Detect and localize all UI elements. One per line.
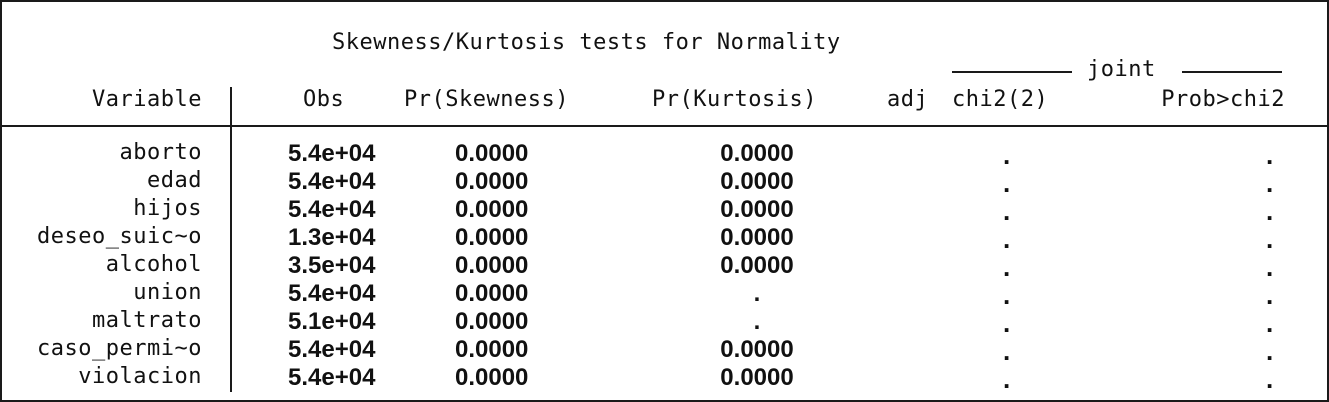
- cell-obs: 5.4e+04: [288, 196, 376, 223]
- cell-pr-skewness: 0.0000: [455, 308, 529, 335]
- cell-pr-skewness: 0.0000: [455, 168, 529, 195]
- cell-adj-chi2: .: [1003, 252, 1011, 282]
- joint-left-rule: [952, 71, 1072, 73]
- cell-variable: maltrato: [92, 308, 202, 333]
- cell-prob-chi2: .: [1266, 224, 1274, 254]
- cell-pr-kurtosis: 0.0000: [720, 224, 794, 251]
- cell-pr-kurtosis: .: [753, 280, 761, 307]
- cell-pr-kurtosis: 0.0000: [720, 168, 794, 195]
- cell-pr-kurtosis: 0.0000: [720, 252, 794, 279]
- cell-variable: union: [133, 280, 202, 305]
- cell-obs: 3.5e+04: [288, 252, 376, 279]
- cell-prob-chi2: .: [1266, 364, 1274, 394]
- header-separator: [2, 125, 1327, 127]
- cell-obs: 5.4e+04: [288, 336, 376, 363]
- cell-adj-chi2: .: [1003, 168, 1011, 198]
- cell-prob-chi2: .: [1266, 196, 1274, 226]
- header-variable: Variable: [92, 87, 202, 112]
- cell-adj-chi2: .: [1003, 364, 1011, 394]
- cell-prob-chi2: .: [1266, 140, 1274, 170]
- cell-adj-chi2: .: [1003, 280, 1011, 310]
- cell-pr-kurtosis: 0.0000: [720, 196, 794, 223]
- cell-variable: deseo_suic~o: [37, 224, 202, 249]
- cell-obs: 5.4e+04: [288, 280, 376, 307]
- cell-variable: hijos: [133, 196, 202, 221]
- header-prob-chi2: Prob>chi2: [1161, 87, 1285, 112]
- header-pr-kurtosis: Pr(Kurtosis): [652, 87, 817, 112]
- cell-pr-kurtosis: .: [753, 308, 761, 335]
- cell-pr-skewness: 0.0000: [455, 336, 529, 363]
- cell-pr-skewness: 0.0000: [455, 252, 529, 279]
- table-title: Skewness/Kurtosis tests for Normality: [332, 30, 841, 55]
- cell-prob-chi2: .: [1266, 336, 1274, 366]
- cell-obs: 5.4e+04: [288, 364, 376, 391]
- cell-prob-chi2: .: [1266, 308, 1274, 338]
- cell-prob-chi2: .: [1266, 280, 1274, 310]
- cell-adj-chi2: .: [1003, 196, 1011, 226]
- cell-obs: 5.4e+04: [288, 140, 376, 167]
- cell-adj-chi2: .: [1003, 224, 1011, 254]
- cell-prob-chi2: .: [1266, 252, 1274, 282]
- cell-pr-skewness: 0.0000: [455, 140, 529, 167]
- cell-pr-kurtosis: 0.0000: [720, 364, 794, 391]
- cell-pr-skewness: 0.0000: [455, 224, 529, 251]
- variable-column-separator: [230, 87, 232, 392]
- cell-obs: 1.3e+04: [288, 224, 376, 251]
- cell-variable: alcohol: [105, 252, 202, 277]
- cell-prob-chi2: .: [1266, 168, 1274, 198]
- cell-pr-skewness: 0.0000: [455, 196, 529, 223]
- header-pr-skewness: Pr(Skewness): [404, 87, 569, 112]
- cell-obs: 5.1e+04: [288, 308, 376, 335]
- cell-variable: violacion: [78, 364, 202, 389]
- cell-variable: aborto: [119, 140, 202, 165]
- cell-obs: 5.4e+04: [288, 168, 376, 195]
- cell-pr-skewness: 0.0000: [455, 280, 529, 307]
- cell-adj-chi2: .: [1003, 308, 1011, 338]
- cell-adj-chi2: .: [1003, 336, 1011, 366]
- header-obs: Obs: [303, 87, 345, 112]
- cell-pr-skewness: 0.0000: [455, 364, 529, 391]
- cell-pr-kurtosis: 0.0000: [720, 336, 794, 363]
- cell-variable: caso_permi~o: [37, 336, 202, 361]
- header-chi2: chi2(2): [952, 87, 1049, 112]
- cell-pr-kurtosis: 0.0000: [720, 140, 794, 167]
- joint-label: joint: [1087, 57, 1156, 82]
- cell-adj-chi2: .: [1003, 140, 1011, 170]
- joint-right-rule: [1182, 71, 1282, 73]
- header-adj: adj: [887, 87, 929, 112]
- cell-variable: edad: [147, 168, 202, 193]
